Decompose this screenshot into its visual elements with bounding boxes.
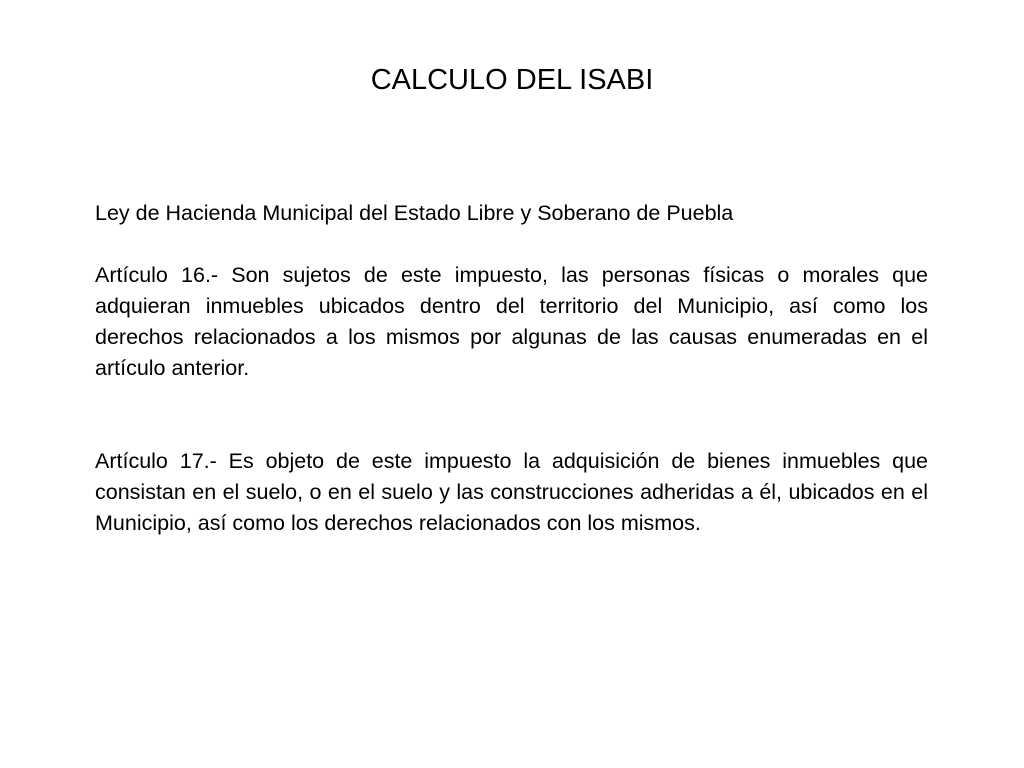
slide-body [95, 198, 928, 539]
article-17: Artículo 17.- Es objeto de este impuesto la adquisición de bienes inmuebles que consistan en el suelo, o en el suelo y las construcciones adheridas a él, ubicados en el Municipio, así como los derechos relacionados con los mismos. [95, 449, 928, 535]
article-16: Artículo 16.- Son sujetos de este impuesto, las personas físicas o morales que adquieran inmuebles ubicados dentro del territorio del Municipio, así como los derechos relacionados a los mismos por algunas de las causas enumeradas en el artículo anterior. [95, 263, 928, 380]
law-title: Ley de Hacienda Municipal del Estado Libre y Soberano de Puebla [95, 201, 734, 225]
slide-title: CALCULO DEL ISABI [370, 64, 654, 96]
